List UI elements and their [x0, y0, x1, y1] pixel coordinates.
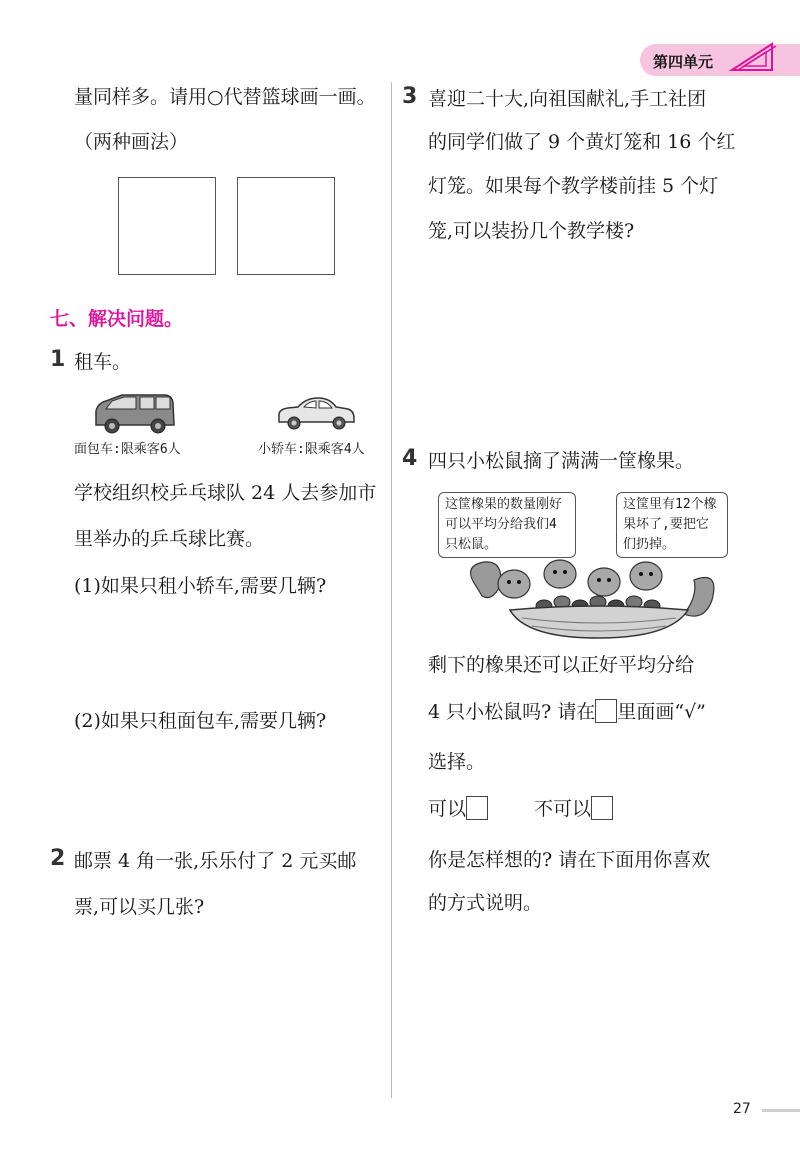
question-4-line-3: 选择。: [428, 751, 486, 773]
intro-line-2: （两种画法）: [74, 131, 189, 153]
option-yes-checkbox[interactable]: [466, 796, 488, 820]
question-2-number: 2: [50, 846, 66, 871]
triangle-ruler-icon: [728, 40, 778, 74]
speech-bubble-left: 这筐橡果的数量刚好可以平均分给我们4只松鼠。: [438, 492, 576, 558]
page-number-bar: [762, 1109, 800, 1112]
van-icon: [92, 393, 176, 435]
option-no-label: 不可以: [534, 798, 592, 820]
column-divider: [391, 82, 392, 1098]
question-4-line-4: 你是怎样想的? 请在下面用你喜欢: [428, 849, 711, 871]
question-1-line-1: 学校组织校乒乓球队 24 人去参加市: [74, 482, 377, 504]
question-4-line-1: 剩下的橡果还可以正好平均分给: [428, 654, 695, 676]
unit-tab-label: 第四单元: [653, 53, 714, 71]
question-4-number: 4: [402, 446, 418, 471]
question-4-title: 四只小松鼠摘了满满一筐橡果。: [428, 450, 695, 472]
option-yes-label: 可以: [428, 798, 467, 820]
question-3-line-3: 灯笼。如果每个教学楼前挂 5 个灯: [428, 175, 719, 197]
van-caption: 面包车:限乘客6人: [74, 442, 181, 457]
car-caption: 小轿车:限乘客4人: [258, 442, 365, 457]
question-4-line-5: 的方式说明。: [428, 892, 543, 914]
question-3-line-2: 的同学们做了 9 个黄灯笼和 16 个红: [428, 131, 736, 153]
intro-line-1: 量同样多。请用○代替篮球画一画。: [74, 86, 376, 108]
question-3-line-1: 喜迎二十大,向祖国献礼,手工社团: [428, 88, 707, 110]
section-title: 七、解决问题。: [50, 308, 184, 330]
question-3-number: 3: [402, 84, 418, 109]
car-icon: [276, 396, 356, 432]
question-4-line-2-a: 4 只小松鼠吗? 请在: [428, 701, 596, 723]
page-number: 27: [733, 1101, 751, 1117]
speech-bubble-right: 这筐里有12个橡果坏了,要把它们扔掉。: [616, 492, 728, 558]
drawing-box-1[interactable]: [118, 177, 216, 275]
question-2-line-1: 邮票 4 角一张,乐乐付了 2 元买邮: [74, 850, 357, 872]
question-1-sub-2: (2)如果只租面包车,需要几辆?: [74, 710, 327, 732]
question-1-line-2: 里举办的乒乓球比赛。: [74, 528, 265, 550]
question-1-title: 租车。: [74, 351, 132, 373]
question-3-line-4: 笼,可以装扮几个教学楼?: [428, 220, 635, 242]
question-1-sub-1: (1)如果只租小轿车,需要几辆?: [74, 575, 327, 597]
question-1-number: 1: [50, 347, 66, 372]
drawing-box-2[interactable]: [237, 177, 335, 275]
question-4-line-2: [428, 699, 706, 725]
option-yes: [428, 796, 488, 822]
option-no: [534, 796, 613, 822]
example-checkbox: [595, 699, 617, 723]
question-4-line-2-b: 里面画“√”: [617, 701, 706, 723]
question-2-line-2: 票,可以买几张?: [74, 896, 205, 918]
squirrels-basket-illustration: [462, 556, 724, 642]
option-no-checkbox[interactable]: [591, 796, 613, 820]
